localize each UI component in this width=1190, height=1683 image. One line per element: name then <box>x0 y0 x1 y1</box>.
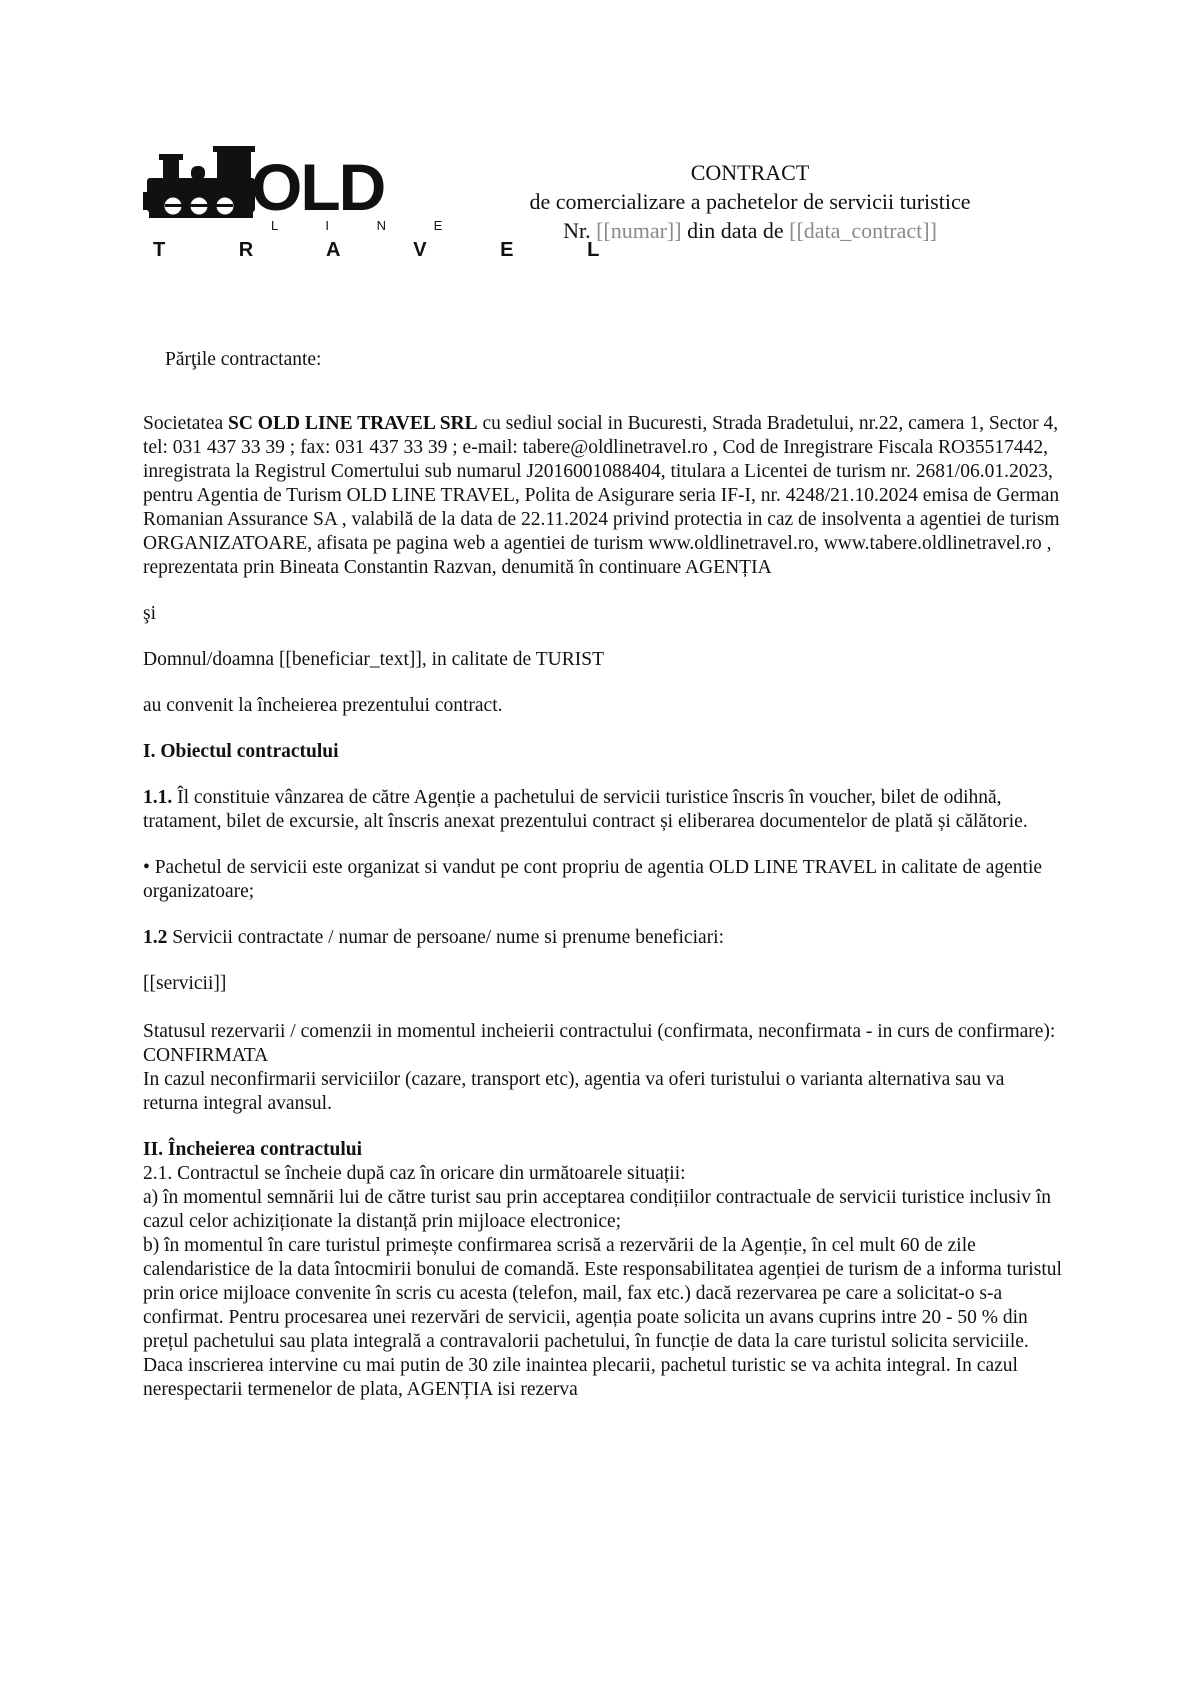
status-paragraph: Statusul rezervarii / comenzii in momentul incheierii contractului (confirmata, neconfirmata - in curs de confirmare): CONFIRMATA <box>143 1021 1056 1066</box>
locomotive-icon <box>143 146 255 218</box>
clause-1-1 <box>143 786 1063 834</box>
nr-placeholder: [[numar]] <box>596 218 682 243</box>
contract-heading <box>500 158 1000 245</box>
logo-brand-middle: L I N E <box>271 218 465 233</box>
turist-paragraph: Domnul/doamna [[beneficiar_text]], in calitate de TURIST <box>143 649 604 670</box>
societate-prefix: Societatea <box>143 413 224 434</box>
section1-title-text: I. Obiectul contractului <box>143 741 339 762</box>
section1-title <box>143 740 1063 764</box>
clause-1-2-number: 1.2 <box>143 927 168 948</box>
clause-1-2 <box>143 926 1063 950</box>
societate-paragraph <box>143 412 1063 580</box>
societate-text: cu sediul social in Bucuresti, Strada Bradetului, nr.22, camera 1, Sector 4, tel: 031 437 33 39 ; fax: 031 437 33 39 ; e-mail: tabere@oldlinetravel.ro , Cod de Inregistrare Fiscala RO35517442, inregistrata la Registrul Comertului sub numarul J2016001088404, titulara a Licentei de turism nr. 2681/06.01.2023, pentru Agentia de Turism OLD LINE TRAVEL, Polita de Asigurare seria IF-I, nr. 4248/21.10.2024 emisa de German Romanian Assurance SA , valabilă de la data de 22.11.2024 privind protectia in caz de insolventa a agentiei de turism ORGANIZATOARE, afisata pe pagina web a agentiei de turism www.oldlinetravel.ro, www.tabere.oldlinetravel.ro , reprezentata prin Bineata Constantin Razvan, denumită în continuare AGENȚIA <box>143 413 1060 578</box>
clause-1-1-text: Îl constituie vânzarea de către Agenție a pachetului de servicii turistice înscris în voucher, bilet de odihnă, tratament, bilet de excursie, alt înscris anexat prezentului contract și eliberarea documentelor de plată și călătorie. <box>143 787 1028 832</box>
parti-label: Părţile contractante: <box>165 349 322 370</box>
section2-title <box>143 1138 1063 1162</box>
societate-name: SC OLD LINE TRAVEL SRL <box>228 413 478 434</box>
contract-subtitle: de comercializare a pachetelor de servicii turistice <box>529 189 971 214</box>
clause-2-1-a: a) în momentul semnării lui de către turist sau prin acceptarea condițiilor contractuale de servicii turistice inclusiv în cazul celor achiziționate la distanță prin mijloace electronice; <box>143 1187 1052 1232</box>
contract-body <box>143 348 1063 1402</box>
clause-1-2-text: Servicii contractate / numar de persoane/ nume si prenume beneficiari: <box>172 927 724 948</box>
date-prefix: din data de <box>687 218 784 243</box>
contract-number-line <box>500 216 1000 245</box>
clause-2-1-b: b) în momentul în care turistul primește confirmarea scrisă a rezervării de la Agenție, în cel mult 60 de zile calendaristice de la data întocmirii bonului de comandă. Este responsabilitatea agenției de turism de a informa turistul prin orice mijloace convenite în scris cu acesta (telefon, mail, fax etc.) dacă rezervarea pe care a solicitat-o s-a confirmat. Pentru procesarea unei rezervări de servicii, agenția poate solicita un avans cuprins intre 20 - 50 % din prețul pachetului sau plata integrală a contravalorii pachetului, în funcție de data la care turistul solicita serviciile. Daca inscrierea intervine cu mai putin de 30 zile inaintea plecarii, pachetul turistic se va achita integral. In cazul nerespectarii termenelor de plata, AGENȚIA isi rezerva <box>143 1235 1062 1400</box>
contract-title: CONTRACT <box>690 160 810 185</box>
convenit-paragraph: au convenit la încheierea prezentului contract. <box>143 695 503 716</box>
neconfirmare-paragraph: In cazul neconfirmarii serviciilor (cazare, transport etc), agentia va oferi turistului o varianta alternativa sau va returna integral avansul. <box>143 1069 1005 1114</box>
bullet-organizator: • Pachetul de servicii este organizat si vandut pe cont propriu de agentia OLD LINE TRAVEL in calitate de agentie organizatoare; <box>143 857 1043 902</box>
logo-brand-bottom: T R A V E L <box>153 239 634 261</box>
clause-1-1-number: 1.1. <box>143 787 173 808</box>
clause-2-1: 2.1. Contractul se încheie după caz în oricare din următoarele situații: <box>143 1163 686 1184</box>
section2-title-text: II. Încheierea contractului <box>143 1139 362 1160</box>
servicii-placeholder: [[servicii]] <box>143 973 227 994</box>
si-text: şi <box>143 603 157 624</box>
nr-prefix: Nr. <box>563 218 591 243</box>
logo-brand-top: OLD <box>251 150 385 224</box>
date-placeholder: [[data_contract]] <box>789 218 937 243</box>
